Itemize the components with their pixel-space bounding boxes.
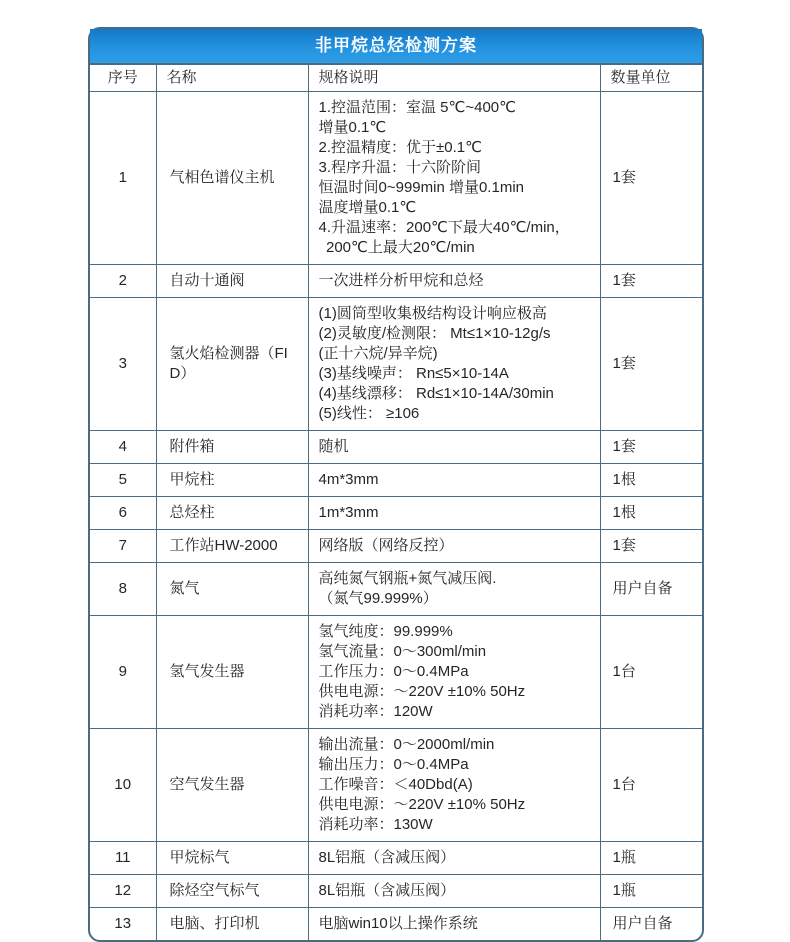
row-number-cell: 9 bbox=[90, 616, 156, 729]
spec-line: 工作噪音：＜40Dbd(A) bbox=[318, 776, 473, 793]
spec-line: 随机 bbox=[318, 438, 349, 455]
item-name-cell: 氢火焰检测器（FID） bbox=[156, 298, 308, 431]
item-qty-cell: 用户自备 bbox=[600, 908, 702, 941]
row-number-cell: 3 bbox=[90, 298, 156, 431]
item-name-cell: 甲烷标气 bbox=[156, 842, 308, 875]
item-qty-cell: 1瓶 bbox=[600, 875, 702, 908]
spec-line: 200℃上最大20℃/min bbox=[318, 239, 475, 256]
item-name-cell: 工作站HW-2000 bbox=[156, 530, 308, 563]
table-row bbox=[90, 92, 702, 265]
column-header-spec: 规格说明 bbox=[308, 65, 600, 92]
spec-line: 消耗功率：130W bbox=[318, 816, 433, 833]
spec-table-card bbox=[88, 27, 704, 942]
column-header-name: 名称 bbox=[156, 65, 308, 92]
item-spec-cell bbox=[308, 616, 600, 729]
item-qty-cell: 1套 bbox=[600, 265, 702, 298]
spec-line: 消耗功率：120W bbox=[318, 703, 433, 720]
item-spec-cell bbox=[308, 497, 600, 530]
table-row bbox=[90, 431, 702, 464]
spec-line: 4.升温速率：200℃下最大40℃/min， bbox=[318, 219, 570, 236]
item-name-cell: 空气发生器 bbox=[156, 729, 308, 842]
item-spec-cell bbox=[308, 563, 600, 616]
spec-line: 输出压力：0～0.4MPa bbox=[318, 756, 469, 773]
item-name-cell: 自动十通阀 bbox=[156, 265, 308, 298]
item-name-cell: 总烃柱 bbox=[156, 497, 308, 530]
table-row bbox=[90, 908, 702, 941]
item-spec-cell bbox=[308, 298, 600, 431]
spec-line: 4m*3mm bbox=[318, 471, 379, 488]
row-number-cell: 11 bbox=[90, 842, 156, 875]
item-qty-cell: 1套 bbox=[600, 431, 702, 464]
column-header-no: 序号 bbox=[90, 65, 156, 92]
row-number-cell: 8 bbox=[90, 563, 156, 616]
item-qty-cell: 1瓶 bbox=[600, 842, 702, 875]
spec-line: 8L铝瓶（含减压阀） bbox=[318, 882, 456, 899]
spec-line: 工作压力：0～0.4MPa bbox=[318, 663, 469, 680]
item-name-cell: 附件箱 bbox=[156, 431, 308, 464]
item-name-cell: 除烃空气标气 bbox=[156, 875, 308, 908]
item-qty-cell: 1台 bbox=[600, 616, 702, 729]
table-row bbox=[90, 842, 702, 875]
item-qty-cell: 1套 bbox=[600, 530, 702, 563]
spec-line: 一次进样分析甲烷和总烃 bbox=[318, 272, 484, 289]
spec-line: 电脑win10以上操作系统 bbox=[318, 915, 478, 932]
row-number-cell: 2 bbox=[90, 265, 156, 298]
item-qty-cell: 1根 bbox=[600, 497, 702, 530]
row-number-cell: 10 bbox=[90, 729, 156, 842]
spec-line: 1m*3mm bbox=[318, 504, 379, 521]
table-row bbox=[90, 729, 702, 842]
row-number-cell: 4 bbox=[90, 431, 156, 464]
spec-line: 温度增量0.1℃ bbox=[318, 199, 417, 216]
table-row bbox=[90, 616, 702, 729]
row-number-cell: 1 bbox=[90, 92, 156, 265]
spec-line: 8L铝瓶（含减压阀） bbox=[318, 849, 456, 866]
row-number-cell: 5 bbox=[90, 464, 156, 497]
item-spec-cell bbox=[308, 729, 600, 842]
table-row bbox=[90, 530, 702, 563]
table-row bbox=[90, 497, 702, 530]
item-name-cell: 氢气发生器 bbox=[156, 616, 308, 729]
spec-line: 3.程序升温：十六阶阶间 bbox=[318, 159, 482, 176]
spec-table bbox=[90, 64, 702, 940]
spec-line: 高纯氮气钢瓶+氮气减压阀. bbox=[318, 570, 497, 587]
item-spec-cell bbox=[308, 908, 600, 941]
spec-line: (5)线性： ≥106 bbox=[318, 405, 420, 422]
spec-line: 恒温时间0~999min 增量0.1min bbox=[318, 179, 524, 196]
table-row bbox=[90, 563, 702, 616]
item-spec-cell bbox=[308, 842, 600, 875]
spec-line: 氢气流量：0～300ml/min bbox=[318, 643, 487, 660]
row-number-cell: 6 bbox=[90, 497, 156, 530]
spec-line: 输出流量：0～2000ml/min bbox=[318, 736, 495, 753]
spec-line: (2)灵敏度/检测限： Mt≤1×10-12g/s bbox=[318, 325, 551, 342]
header-row bbox=[90, 65, 702, 92]
item-name-cell: 气相色谱仪主机 bbox=[156, 92, 308, 265]
item-qty-cell: 1台 bbox=[600, 729, 702, 842]
item-spec-cell bbox=[308, 92, 600, 265]
row-number-cell: 13 bbox=[90, 908, 156, 941]
item-spec-cell bbox=[308, 875, 600, 908]
item-qty-cell: 1根 bbox=[600, 464, 702, 497]
item-name-cell: 氮气 bbox=[156, 563, 308, 616]
spec-line: 1.控温范围：室温 5℃~400℃ bbox=[318, 99, 516, 116]
table-row bbox=[90, 875, 702, 908]
spec-line: 2.控温精度：优于±0.1℃ bbox=[318, 139, 482, 156]
row-number-cell: 12 bbox=[90, 875, 156, 908]
item-qty-cell: 1套 bbox=[600, 298, 702, 431]
spec-line: 增量0.1℃ bbox=[318, 119, 387, 136]
spec-line: (3)基线噪声： Rn≤5×10-14A bbox=[318, 365, 509, 382]
spec-line: (正十六烷/异辛烷) bbox=[318, 345, 438, 362]
item-name-cell: 甲烷柱 bbox=[156, 464, 308, 497]
item-spec-cell bbox=[308, 431, 600, 464]
item-spec-cell bbox=[308, 265, 600, 298]
item-name-cell: 电脑、打印机 bbox=[156, 908, 308, 941]
spec-line: （氮气99.999%） bbox=[318, 590, 438, 607]
spec-line: 供电电源：～220V ±10% 50Hz bbox=[318, 796, 526, 813]
item-qty-cell: 1套 bbox=[600, 92, 702, 265]
spec-line: 供电电源：～220V ±10% 50Hz bbox=[318, 683, 526, 700]
table-row bbox=[90, 298, 702, 431]
spec-line: 网络版（网络反控） bbox=[318, 537, 454, 554]
table-row bbox=[90, 265, 702, 298]
item-spec-cell bbox=[308, 464, 600, 497]
row-number-cell: 7 bbox=[90, 530, 156, 563]
table-row bbox=[90, 464, 702, 497]
item-qty-cell: 用户自备 bbox=[600, 563, 702, 616]
column-header-qty: 数量单位 bbox=[600, 65, 702, 92]
item-spec-cell bbox=[308, 530, 600, 563]
page-title: 非甲烷总烃检测方案 bbox=[90, 29, 702, 64]
spec-line: 氢气纯度：99.999% bbox=[318, 623, 453, 640]
spec-line: (1)圆筒型收集极结构设计响应极高 bbox=[318, 305, 547, 322]
spec-line: (4)基线漂移： Rd≤1×10-14A/30min bbox=[318, 385, 554, 402]
